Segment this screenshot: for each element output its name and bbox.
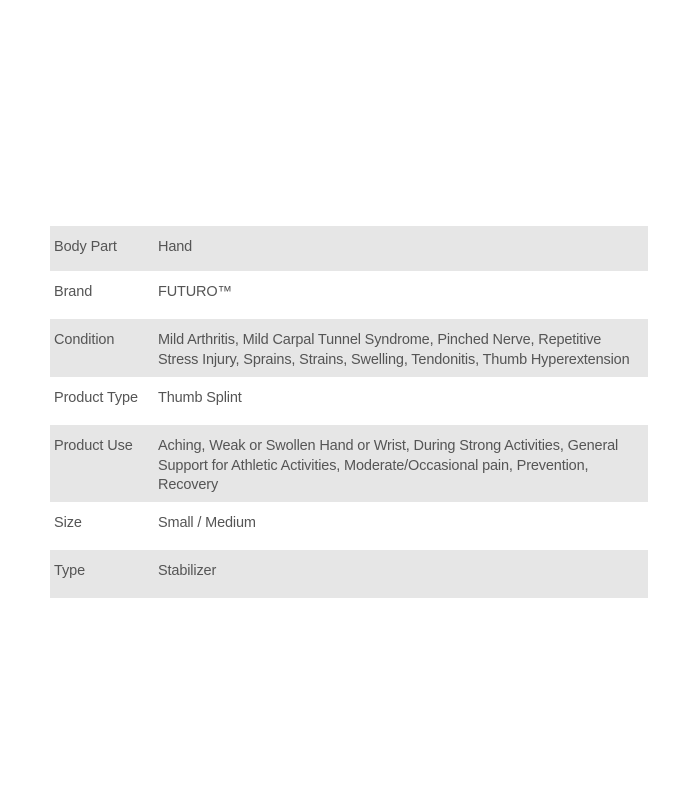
spec-value: Hand	[158, 239, 193, 255]
spec-value: Mild Arthritis, Mild Carpal Tunnel Syndrome, Pinched Nerve, Repetitive Stress Injury, Sprains, Strains, Swelling, Tendonitis, Thumb Hyperextension	[158, 332, 630, 368]
product-specifications-table	[50, 226, 648, 598]
spec-label: Brand	[54, 284, 93, 300]
spec-label: Type	[54, 563, 86, 579]
spec-row-product-use	[50, 425, 648, 502]
spec-row-size	[50, 502, 648, 550]
spec-value: Stabilizer	[158, 563, 217, 579]
spec-row-body-part	[50, 226, 648, 271]
spec-label: Body Part	[54, 239, 117, 255]
spec-row-product-type	[50, 377, 648, 425]
spec-value: Small / Medium	[158, 515, 256, 531]
spec-row-condition	[50, 319, 648, 377]
spec-label: Size	[54, 515, 82, 531]
spec-value: Thumb Splint	[158, 390, 242, 406]
spec-row-type	[50, 550, 648, 598]
spec-value: Aching, Weak or Swollen Hand or Wrist, During Strong Activities, General Support for Athletic Activities, Moderate/Occasional pain, Prevention, Recovery	[158, 438, 619, 493]
spec-label: Product Use	[54, 438, 133, 454]
spec-value: FUTURO™	[158, 284, 232, 300]
spec-row-brand	[50, 271, 648, 319]
spec-label: Product Type	[54, 390, 138, 406]
spec-label: Condition	[54, 332, 115, 348]
